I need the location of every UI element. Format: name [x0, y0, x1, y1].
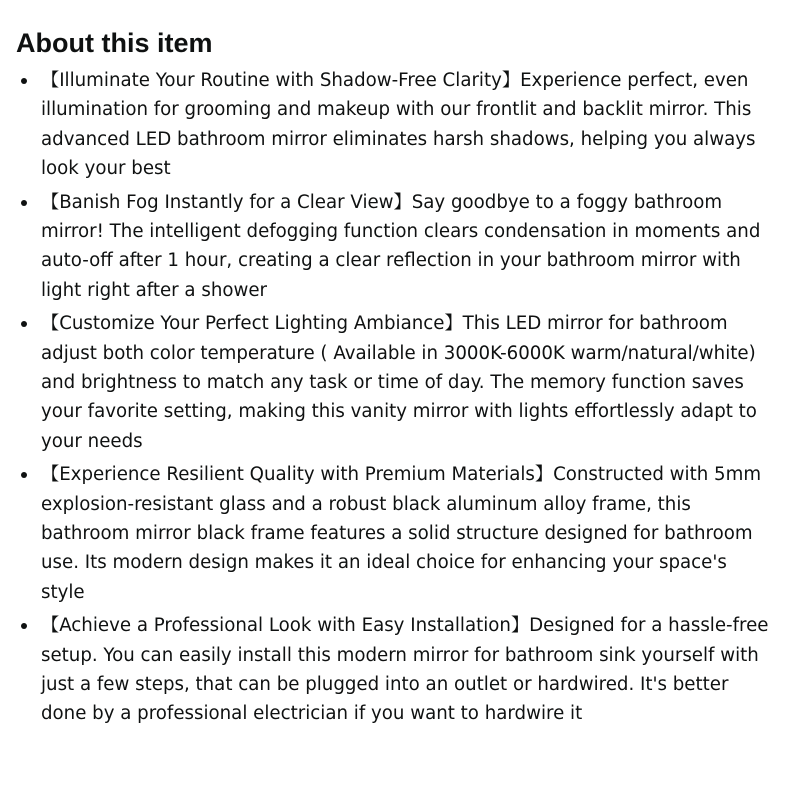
bullet-dot-icon [21, 472, 27, 478]
section-title: About this item [16, 28, 213, 58]
feature-bullet-text: 【Customize Your Perfect Lighting Ambiance】This LED mirror for bathroom adjust both color temperature ( Available in 3000K-6000K warm/natural/white) and brightness to match any task or time of day. The memory function saves your favorite setting, making this vanity mirror with lights effortlessly adapt to your needs [41, 313, 757, 452]
feature-bullet-text: 【Banish Fog Instantly for a Clear View】Say goodbye to a foggy bathroom mirror! The intelligent defogging function clears condensation in moments and auto-off after 1 hour, creating a clear reflection in your bathroom mirror with light right after a shower [41, 191, 761, 301]
feature-bullet [16, 611, 770, 728]
bullet-dot-icon [21, 623, 27, 629]
feature-bullet-text: 【Achieve a Professional Look with Easy Installation】Designed for a hassle-free setup. You can easily install this modern mirror for bathroom sink yourself with just a few steps, that can be plugged into an outlet or hardwired. It's better done by a professional electrician if you want to hardwire it [41, 615, 769, 725]
feature-bullet-list [16, 66, 770, 729]
feature-bullet-text: 【Experience Resilient Quality with Premium Materials】Constructed with 5mm explosion-resistant glass and a robust black aluminum alloy frame, this bathroom mirror black frame features a solid structure designed for bathroom use. Its modern design makes it an ideal choice for enhancing your space's style [41, 464, 762, 603]
bullet-dot-icon [21, 200, 27, 206]
feature-bullet [16, 66, 770, 183]
feature-bullet-text: 【Illuminate Your Routine with Shadow-Free Clarity】Experience perfect, even illumination for grooming and makeup with our frontlit and backlit mirror. This advanced LED bathroom mirror eliminates harsh shadows, helping you always look your best [41, 70, 756, 179]
feature-bullet [16, 188, 770, 305]
feature-bullet [16, 309, 770, 455]
bullet-dot-icon [21, 78, 27, 84]
bullet-dot-icon [21, 321, 27, 327]
feature-bullet [16, 460, 770, 606]
